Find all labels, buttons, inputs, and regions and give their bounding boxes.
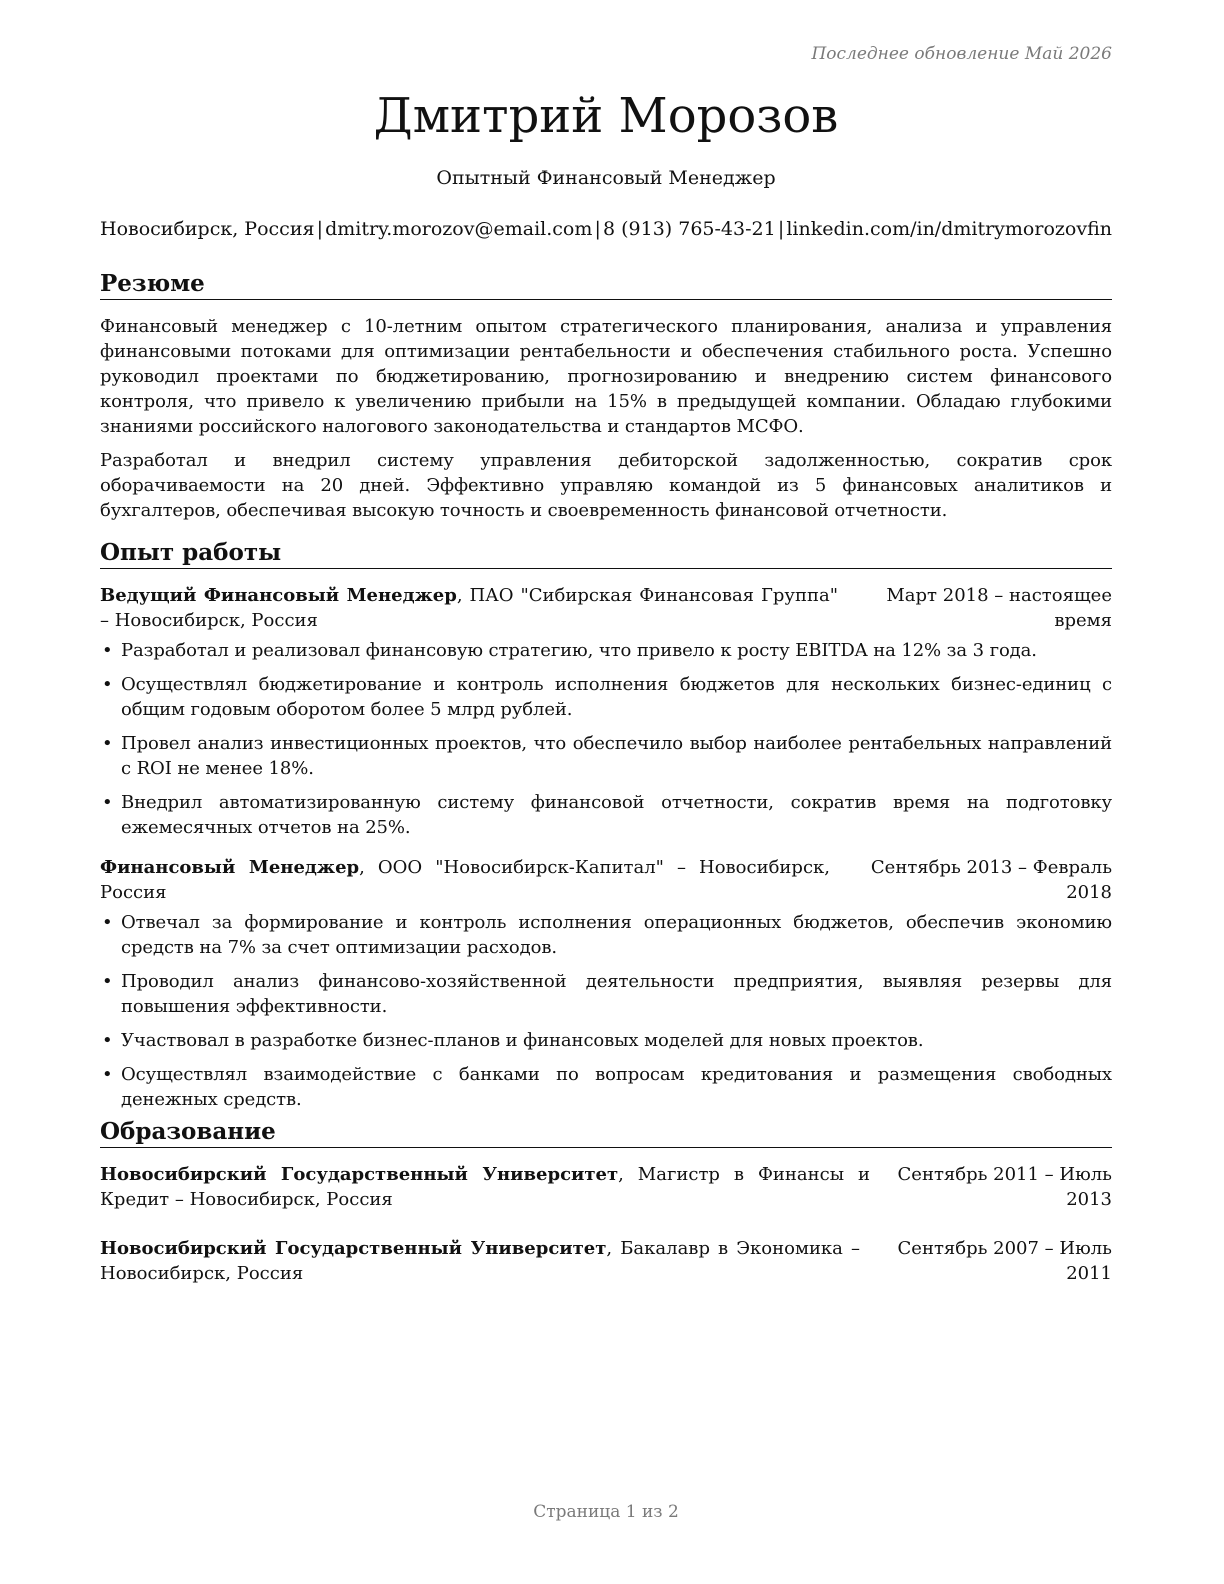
contact-separator: | xyxy=(777,218,785,240)
education-header xyxy=(100,1236,1112,1286)
job-role: Ведущий Финансовый Менеджер xyxy=(100,585,457,606)
contact-separator: | xyxy=(316,218,323,240)
contact-email[interactable]: dmitry.morozov@email.com xyxy=(325,218,593,240)
bullet-icon: • xyxy=(102,971,113,992)
contact-location: Новосибирск, Россия xyxy=(100,218,315,240)
education-dates: Сентябрь 2007 – Июль 2011 xyxy=(897,1238,1112,1284)
education-school: Новосибирский Государственный Университет xyxy=(100,1238,607,1259)
last-updated: Последнее обновление Май 2026 xyxy=(811,44,1112,64)
bullet-icon: • xyxy=(102,1064,113,1085)
job-title-line xyxy=(100,855,830,905)
job-company: , ООО "Новосибирск-Капитал" – Новосибирск, Россия xyxy=(100,857,830,903)
education-degree: , Бакалавр в Экономика – Новосибирск, Россия xyxy=(100,1238,860,1284)
summary-paragraph: Разработал и внедрил систему управления дебиторской задолженностью, сократив срок оборачиваемости на 20 дней. Эффективно управляю командой из 5 финансовых аналитиков и бухгалтеров, обеспечивая высокую точность и своевременность финансовой отчетности. xyxy=(100,450,1112,521)
list-item: • Внедрил автоматизированную систему финансовой отчетности, сократив время на подготовку ежемесячных отчетов на 25%. xyxy=(102,792,1112,838)
candidate-title: Опытный Финансовый Менеджер xyxy=(436,167,776,189)
job-header xyxy=(100,855,1112,905)
bullet-icon: • xyxy=(102,733,113,754)
list-item: • Проводил анализ финансово-хозяйственной деятельности предприятия, выявляя резервы для повышения эффективности. xyxy=(102,971,1112,1017)
education-title-line xyxy=(100,1236,860,1286)
job-company: , ПАО "Сибирская Финансовая Группа" – Новосибирск, Россия xyxy=(100,585,838,631)
job-bullets xyxy=(100,638,1112,849)
candidate-name: Дмитрий Морозов xyxy=(373,88,839,144)
bullet-icon: • xyxy=(102,674,113,695)
section-title-summary: Резюме xyxy=(100,270,1112,300)
education-dates: Сентябрь 2011 – Июль 2013 xyxy=(897,1164,1112,1210)
education-title-line xyxy=(100,1162,870,1212)
summary-paragraph: Финансовый менеджер с 10-летним опытом стратегического планирования, анализа и управления финансовыми потоками для оптимизации рентабельности и обеспечения стабильного роста. Успешно руководил проектами по бюджетированию, прогнозированию и внедрению систем финансового контроля, что привело к увеличению прибыли на 15% в предыдущей компании. Обладаю глубокими знаниями российского налогового законодательства и стандартов МСФО. xyxy=(100,316,1112,437)
list-item: • Разработал и реализовал финансовую стратегию, что привело к росту EBITDA на 12% за 3 года. xyxy=(102,640,1037,661)
list-item: • Отвечал за формирование и контроль исполнения операционных бюджетов, обеспечив экономию средств на 7% за счет оптимизации расходов. xyxy=(102,912,1112,958)
education-school: Новосибирский Государственный Университет xyxy=(100,1164,619,1185)
job-dates: Сентябрь 2013 – Февраль 2018 xyxy=(870,857,1112,903)
job-role: Финансовый Менеджер xyxy=(100,857,360,878)
bullet-icon: • xyxy=(102,1030,113,1051)
education-header xyxy=(100,1162,1112,1212)
bullet-icon: • xyxy=(102,792,113,813)
job-bullets xyxy=(100,910,1112,1121)
list-item: • Провел анализ инвестиционных проектов, что обеспечило выбор наиболее рентабельных направлений с ROI не менее 18%. xyxy=(102,733,1112,779)
job-dates: Март 2018 – настоящее время xyxy=(886,585,1112,631)
list-item: • Участвовал в разработке бизнес-планов и финансовых моделей для новых проектов. xyxy=(102,1030,924,1051)
bullet-icon: • xyxy=(102,640,113,661)
job-title-line xyxy=(100,583,838,633)
job-header xyxy=(100,583,1112,633)
page-number: Страница 1 из 2 xyxy=(533,1502,679,1522)
list-item: • Осуществлял взаимодействие с банками по вопросам кредитования и размещения свободных денежных средств. xyxy=(102,1064,1112,1110)
education-degree: , Магистр в Финансы и Кредит – Новосибирск, Россия xyxy=(100,1164,870,1210)
section-title-education: Образование xyxy=(100,1118,1112,1148)
contact-line xyxy=(100,218,1112,240)
contact-linkedin[interactable]: linkedin.com/in/dmitrymorozovfin xyxy=(786,218,1112,240)
resume-page xyxy=(100,0,1112,1584)
contact-phone: 8 (913) 765-43-21 xyxy=(602,218,776,240)
bullet-icon: • xyxy=(102,912,113,933)
section-title-experience: Опыт работы xyxy=(100,539,1112,569)
list-item: • Осуществлял бюджетирование и контроль исполнения бюджетов для нескольких бизнес-единиц с общим годовым оборотом более 5 млрд рублей. xyxy=(102,674,1112,720)
contact-separator: | xyxy=(594,218,601,240)
